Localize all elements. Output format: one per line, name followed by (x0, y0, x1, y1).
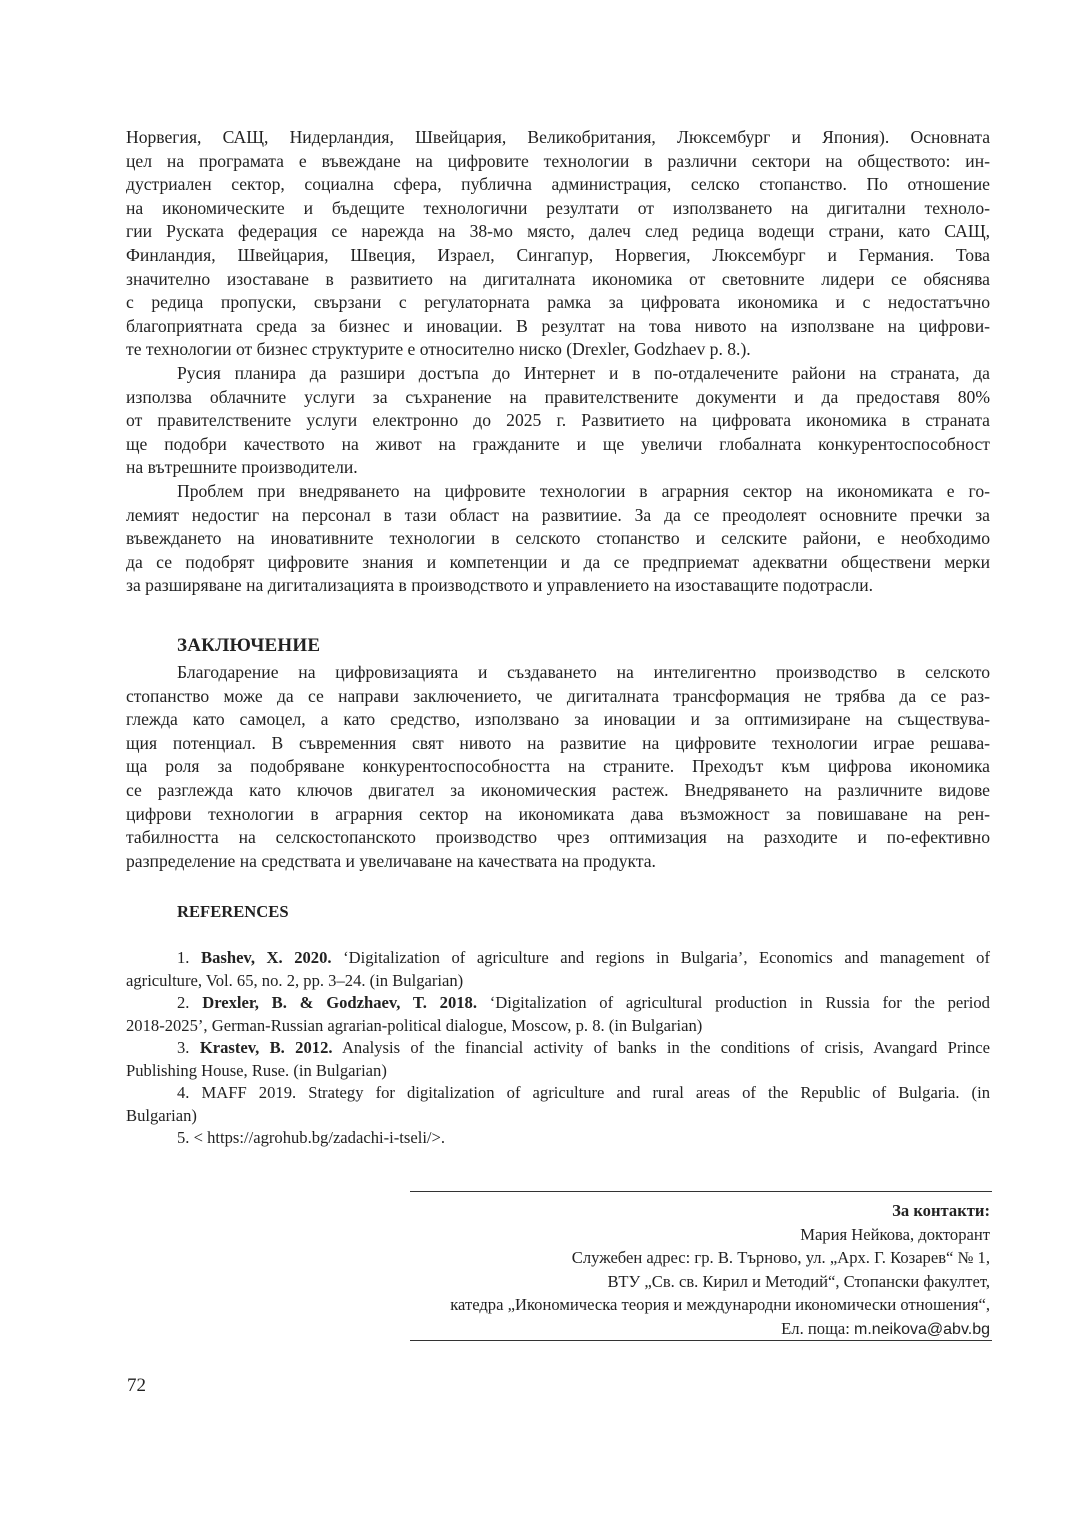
text-line: ще подобри качеството на живот на гражданите и ще увеличи глобалната конкурентоспособност (126, 433, 990, 454)
text-line: лемият недостиг на персонал в тази област на развитиие. За да се преодолеят основните пречки за (126, 504, 990, 525)
text-line: Благодарение на цифровизацията и създаването на интелигентно производство в селското (177, 662, 990, 682)
reference-text: Analysis of the financial activity of banks in the conditions of crisis, Avangard Prince (341, 1038, 991, 1057)
conclusion-paragraph (126, 661, 990, 873)
reference-number: 3. (177, 1038, 190, 1057)
email-link[interactable]: m.neikova@abv.bg (853, 1320, 990, 1338)
contacts-title: За контакти: (892, 1201, 990, 1220)
reference-link[interactable]: < https://agrohub.bg/zadachi-i-tseli/>. (193, 1128, 446, 1147)
reference-item (126, 1037, 990, 1082)
reference-line (126, 947, 990, 970)
text-line: на вътрешните производители. (126, 457, 358, 478)
text-line: щия потенциал. В съвременния свят нивото на развитие на цифровите технологии играе решава- (126, 732, 990, 753)
reference-number: 1. (177, 948, 190, 967)
contacts-block (290, 1199, 990, 1341)
paragraph-3 (126, 480, 990, 598)
references-list (126, 947, 990, 1150)
reference-line: Publishing House, Ruse. (in Bulgarian) (126, 1060, 387, 1080)
reference-item (126, 1082, 990, 1127)
text-line: Норвегия, САЩ, Нидерландия, Швейцария, Великобритания, Люксембург и Япония). Основната (126, 127, 990, 147)
text-line: благоприятната среда за бизнес и иновации. В резултат на това нивото на използване на цифрови- (126, 315, 990, 336)
contact-department: катедра „Икономическа теория и международни икономически отношения“, (450, 1295, 990, 1314)
reference-line: 2018-2025’, German-Russian agrarian-political dialogue, Moscow, p. 8. (in Bulgarian) (126, 1015, 703, 1035)
text-line: значително изоставане в развитието на дигиталната икономика от световните лидери се обяснява (126, 268, 990, 289)
reference-line (126, 1127, 990, 1150)
text-line: табилността на селскостопанското производство чрез оптимизация на разходите и по-ефективно (126, 827, 990, 848)
contacts-bottom-rule (410, 1340, 992, 1341)
text-line: на икономическите и бъдещите технологични резултати от използването на дигитални техноло- (126, 197, 990, 218)
reference-text: ‘Digitalization of agricultural production in Russia for the period (489, 993, 990, 1012)
text-line: Проблем при внедряването на цифровите технологии в аграрния сектор на икономиката е го- (177, 480, 990, 501)
reference-number: 5. (177, 1128, 190, 1147)
text-line: се разглежда като ключов двигател за икономическия растеж. Внедряването на различните видове (126, 779, 990, 800)
text-line: стопанство може да се направи заключението, че дигиталната трансформация не трябва да се раз- (126, 685, 990, 706)
text-line: разпределение на средствата и увеличаване на качествата на продукта. (126, 850, 656, 871)
reference-number: 4. (177, 1083, 190, 1102)
text-line: използва облачните услуги за съхранение на правителствените документи и да предоставя 80% (126, 386, 990, 407)
text-line: цифрови технологии в аграрния сектор на икономиката дава възможност за повишаване на рен- (126, 803, 990, 824)
reference-line (126, 1082, 990, 1105)
reference-item (126, 947, 990, 992)
text-line: за разширяване на дигитализацията в производството и управлението на изоставащите подотрасли. (126, 575, 874, 596)
reference-item (126, 992, 990, 1037)
text-line: въвеждането на иновативните технологии в селското стопанство и селските райони, е необходимо (126, 528, 990, 549)
reference-author: Drexler, B. & Godzhaev, T. 2018. (202, 993, 477, 1012)
paragraph-2 (126, 362, 990, 480)
text-line: гии Руската федерация се нарежда на 38-мо място, далеч след редица водещи страни, като САЩ, (126, 221, 990, 242)
text-line: от правителствените услуги електронно до 2025 г. Развитието на цифровата икономика в страната (126, 410, 990, 431)
contact-name: Мария Нейкова, докторант (800, 1224, 990, 1244)
text-line: те технологии от бизнес структурите е относително ниско (Drexler, Godzhaev p. 8.). (126, 339, 751, 360)
contact-email-line (290, 1317, 990, 1342)
contacts-top-rule (410, 1191, 992, 1192)
reference-author: Bashev, X. 2020. (201, 948, 332, 967)
text-line: Русия планира да разшири достъпа до Интернет и в по-отдалечените райони на страната, да (177, 362, 990, 383)
reference-line: agriculture, Vol. 65, no. 2, pp. 3–24. (in Bulgarian) (126, 970, 464, 990)
contact-address: Служебен адрес: гр. В. Търново, ул. „Арх. Г. Козарев“ № 1, (571, 1248, 990, 1267)
reference-line (126, 992, 990, 1015)
text-line: Финландия, Швейцария, Швеция, Израел, Сингапур, Норвегия, Люксембург и Германия. Това (126, 244, 990, 265)
section-heading-conclusion: ЗАКЛЮЧЕНИЕ (177, 635, 321, 656)
body-text (126, 126, 990, 598)
paragraph-1 (126, 126, 990, 362)
reference-text: ‘Digitalization of agriculture and regions in Bulgaria’, Economics and management of (343, 948, 990, 967)
reference-item (126, 1127, 990, 1150)
text-line: с редица пропуски, свързани с регулаторната рамка за цифровата икономика и с недостатъчно (126, 292, 990, 313)
conclusion-section (126, 661, 990, 873)
text-line: да се подобрят цифровите знания и компетенции и да се предприемат адекватни обществени мерки (126, 551, 990, 572)
text-line: глежда като самоцел, а като средство, използвано за иновации и за оптимизиране на съществува- (126, 709, 990, 730)
references-heading: REFERENCES (177, 902, 289, 921)
contact-university: ВТУ „Св. св. Кирил и Методий“, Стопански факултет, (607, 1271, 990, 1291)
text-line: ща роля за подобряване конкурентоспособността на страните. Преходът към цифрова икономика (126, 756, 990, 777)
text-line: цел на програмата е въвеждане на цифровите технологии в различни сектори на обществото: ин- (126, 150, 990, 171)
email-label: Ел. поща: (781, 1318, 850, 1338)
page-number: 72 (127, 1375, 146, 1396)
reference-number: 2. (177, 993, 190, 1012)
reference-line (126, 1037, 990, 1060)
reference-text: MAFF 2019. Strategy for digitalization of agriculture and rural areas of the Republic of Bulgaria. (in (201, 1083, 990, 1102)
reference-line: Bulgarian) (126, 1105, 197, 1125)
reference-author: Krastev, B. 2012. (199, 1038, 333, 1057)
text-line: дустриален сектор, социална сфера, публична администрация, селско стопанство. По отношение (126, 174, 990, 195)
